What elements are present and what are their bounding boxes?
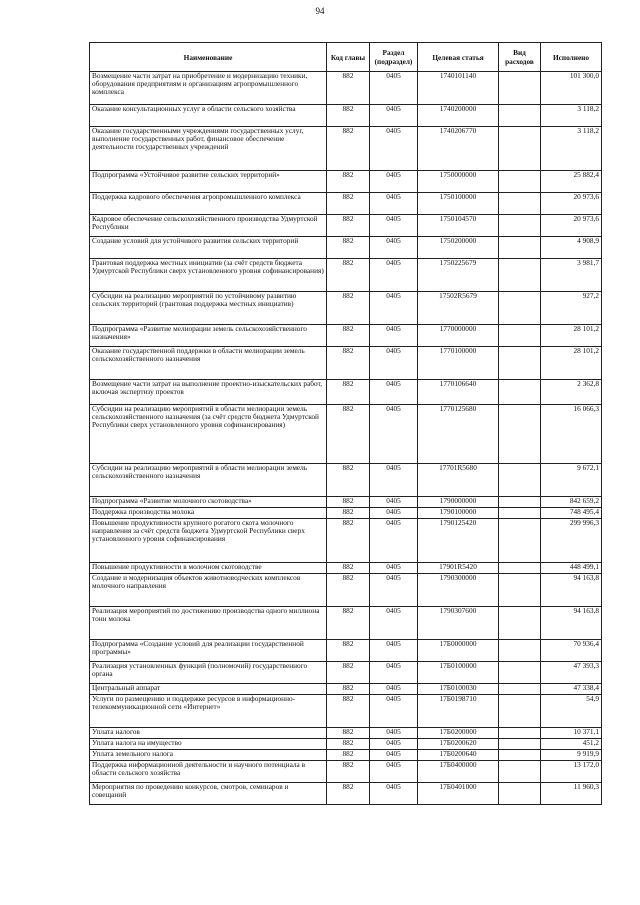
- cell-target: 17701R5680: [418, 464, 499, 497]
- cell-section: 0405: [370, 127, 418, 171]
- header-executed: Исполнено: [541, 43, 602, 72]
- cell-code: 882: [327, 739, 370, 750]
- cell-target: 1770125680: [418, 405, 499, 464]
- cell-target: 1750225679: [418, 259, 499, 292]
- cell-name: Грантовая поддержка местных инициатив (за счёт средств бюджета Удмуртской Республики сверх установленного уровня софинансирования): [90, 259, 327, 292]
- cell-executed: 10 371,1: [541, 728, 602, 739]
- cell-section: 0405: [370, 171, 418, 193]
- cell-code: 882: [327, 292, 370, 325]
- table-row: [90, 640, 602, 662]
- cell-target: 17Б0200000: [418, 728, 499, 739]
- cell-executed: 28 101,2: [541, 325, 602, 347]
- cell-code: 882: [327, 325, 370, 347]
- cell-code: 882: [327, 380, 370, 405]
- cell-kind: [499, 739, 541, 750]
- cell-kind: [499, 193, 541, 215]
- cell-target: 17Б0000000: [418, 640, 499, 662]
- cell-target: 17Б0100030: [418, 684, 499, 695]
- cell-target: 1750100000: [418, 193, 499, 215]
- cell-target: 1750104570: [418, 215, 499, 237]
- cell-kind: [499, 750, 541, 761]
- cell-target: 1790307600: [418, 607, 499, 640]
- cell-target: 1770106640: [418, 380, 499, 405]
- cell-target: 1790000000: [418, 497, 499, 508]
- cell-name: Кадровое обеспечение сельскохозяйственного производства Удмуртской Республики: [90, 215, 327, 237]
- table-row: [90, 237, 602, 259]
- cell-code: 882: [327, 640, 370, 662]
- cell-kind: [499, 380, 541, 405]
- cell-code: 882: [327, 761, 370, 783]
- cell-section: 0405: [370, 259, 418, 292]
- cell-kind: [499, 640, 541, 662]
- cell-section: 0405: [370, 508, 418, 519]
- cell-code: 882: [327, 607, 370, 640]
- cell-section: 0405: [370, 464, 418, 497]
- cell-target: 17502R5679: [418, 292, 499, 325]
- cell-section: 0405: [370, 72, 418, 105]
- table-row: [90, 783, 602, 805]
- cell-kind: [499, 105, 541, 127]
- cell-executed: 20 973,6: [541, 215, 602, 237]
- cell-kind: [499, 574, 541, 607]
- cell-target: 1790300000: [418, 574, 499, 607]
- cell-target: 17Б0200640: [418, 750, 499, 761]
- cell-executed: 13 172,0: [541, 761, 602, 783]
- cell-name: Подпрограмма «Устойчивое развитие сельских территорий»: [90, 171, 327, 193]
- cell-target: 17Б0401000: [418, 783, 499, 805]
- cell-kind: [499, 72, 541, 105]
- table-row: [90, 497, 602, 508]
- cell-name: Реализация мероприятий по достижению производства одного миллиона тонн молока: [90, 607, 327, 640]
- table-row: [90, 259, 602, 292]
- cell-section: 0405: [370, 739, 418, 750]
- cell-name: Создание условий для устойчивого развития сельских территорий: [90, 237, 327, 259]
- cell-kind: [499, 464, 541, 497]
- cell-executed: 748 495,4: [541, 508, 602, 519]
- cell-executed: 9 919,9: [541, 750, 602, 761]
- cell-name: Повышение продуктивности крупного рогатого скота молочного направления за счёт средств бюджета Удмуртской Республики сверх установленного уровня софинансирования: [90, 519, 327, 563]
- cell-name: Услуги по размещению и поддержке ресурсов в информационно-телекоммуникационной сети «Интернет»: [90, 695, 327, 728]
- cell-kind: [499, 684, 541, 695]
- header-kind: Вид расходов: [499, 43, 541, 72]
- cell-target: 17Б0100000: [418, 662, 499, 684]
- cell-target: 1770000000: [418, 325, 499, 347]
- cell-section: 0405: [370, 728, 418, 739]
- cell-code: 882: [327, 405, 370, 464]
- cell-executed: 3 118,2: [541, 127, 602, 171]
- cell-name: Подпрограмма «Создание условий для реализации государственной программы»: [90, 640, 327, 662]
- table-row: [90, 405, 602, 464]
- cell-name: Поддержка информационной деятельности и научного потенциала в области сельского хозяйства: [90, 761, 327, 783]
- cell-name: Уплата налогов: [90, 728, 327, 739]
- cell-code: 882: [327, 171, 370, 193]
- cell-section: 0405: [370, 193, 418, 215]
- table-row: [90, 347, 602, 380]
- cell-kind: [499, 325, 541, 347]
- cell-target: 1740206770: [418, 127, 499, 171]
- cell-section: 0405: [370, 607, 418, 640]
- cell-kind: [499, 783, 541, 805]
- cell-name: Мероприятия по проведению конкурсов, смотров, семинаров и совещаний: [90, 783, 327, 805]
- table-row: [90, 292, 602, 325]
- header-code: Код главы: [327, 43, 370, 72]
- cell-executed: 47 338,4: [541, 684, 602, 695]
- table-row: [90, 464, 602, 497]
- cell-kind: [499, 607, 541, 640]
- cell-code: 882: [327, 684, 370, 695]
- cell-section: 0405: [370, 695, 418, 728]
- cell-section: 0405: [370, 325, 418, 347]
- table-row: [90, 684, 602, 695]
- table-row: [90, 728, 602, 739]
- cell-executed: 9 672,1: [541, 464, 602, 497]
- table-row: [90, 127, 602, 171]
- cell-section: 0405: [370, 497, 418, 508]
- table-row: [90, 215, 602, 237]
- cell-executed: 101 300,0: [541, 72, 602, 105]
- cell-section: 0405: [370, 237, 418, 259]
- cell-kind: [499, 405, 541, 464]
- cell-code: 882: [327, 497, 370, 508]
- cell-executed: 25 882,4: [541, 171, 602, 193]
- cell-name: Субсидии на реализацию мероприятий в области мелиорации земель сельскохозяйственного назначения (за счёт средств бюджета Удмуртской Республики сверх установленного уровня софинансирования): [90, 405, 327, 464]
- cell-section: 0405: [370, 105, 418, 127]
- cell-name: Субсидии на реализацию мероприятий в области мелиорации земель сельскохозяйственного назначения: [90, 464, 327, 497]
- cell-kind: [499, 171, 541, 193]
- cell-section: 0405: [370, 380, 418, 405]
- cell-executed: 11 960,3: [541, 783, 602, 805]
- cell-code: 882: [327, 259, 370, 292]
- cell-target: 1750200000: [418, 237, 499, 259]
- table-header-row: [90, 43, 602, 72]
- cell-section: 0405: [370, 519, 418, 563]
- cell-target: 1740101140: [418, 72, 499, 105]
- cell-name: Подпрограмма «Развитие молочного скотоводства»: [90, 497, 327, 508]
- header-target: Целевая статья: [418, 43, 499, 72]
- cell-executed: 448 499,1: [541, 563, 602, 574]
- cell-executed: 20 973,6: [541, 193, 602, 215]
- cell-name: Центральный аппарат: [90, 684, 327, 695]
- cell-executed: 4 908,9: [541, 237, 602, 259]
- cell-code: 882: [327, 127, 370, 171]
- cell-executed: 54,9: [541, 695, 602, 728]
- cell-executed: 94 163,8: [541, 574, 602, 607]
- cell-executed: 3 118,2: [541, 105, 602, 127]
- cell-kind: [499, 728, 541, 739]
- table-row: [90, 380, 602, 405]
- cell-kind: [499, 347, 541, 380]
- cell-code: 882: [327, 574, 370, 607]
- cell-section: 0405: [370, 750, 418, 761]
- cell-section: 0405: [370, 215, 418, 237]
- cell-target: 1790125420: [418, 519, 499, 563]
- cell-executed: 70 936,4: [541, 640, 602, 662]
- cell-name: Оказание государственными учреждениями государственных услуг, выполнение государственных работ, финансовое обеспечение деятельности государственных учреждений: [90, 127, 327, 171]
- cell-name: Подпрограмма «Развитие мелиорации земель сельскохозяйственного назначения»: [90, 325, 327, 347]
- table-row: [90, 72, 602, 105]
- cell-section: 0405: [370, 563, 418, 574]
- cell-section: 0405: [370, 405, 418, 464]
- cell-kind: [499, 563, 541, 574]
- cell-target: 17Б0400000: [418, 761, 499, 783]
- header-section: Раздел (подраздел): [370, 43, 418, 72]
- cell-name: Поддержка производства молока: [90, 508, 327, 519]
- cell-code: 882: [327, 347, 370, 380]
- cell-name: Реализация установленных функций (полномочий) государственного органа: [90, 662, 327, 684]
- cell-code: 882: [327, 105, 370, 127]
- cell-kind: [499, 662, 541, 684]
- cell-target: 17Б0200620: [418, 739, 499, 750]
- page-number: 94: [315, 6, 325, 16]
- cell-code: 882: [327, 695, 370, 728]
- cell-code: 882: [327, 193, 370, 215]
- cell-executed: 299 996,3: [541, 519, 602, 563]
- cell-name: Повышение продуктивности в молочном скотоводстве: [90, 563, 327, 574]
- cell-name: Поддержка кадрового обеспечения агропромышленного комплекса: [90, 193, 327, 215]
- cell-code: 882: [327, 783, 370, 805]
- table-row: [90, 171, 602, 193]
- cell-target: 17901R5420: [418, 563, 499, 574]
- table-row: [90, 193, 602, 215]
- cell-name: Возмещение части затрат на приобретение и модернизацию техники, оборудования предприятиям и организациям агропромышленного комплекса: [90, 72, 327, 105]
- cell-name: Уплата налога на имущество: [90, 739, 327, 750]
- cell-kind: [499, 127, 541, 171]
- table-row: [90, 750, 602, 761]
- budget-table: [89, 42, 602, 805]
- table-row: [90, 607, 602, 640]
- cell-section: 0405: [370, 761, 418, 783]
- table-row: [90, 739, 602, 750]
- cell-name: Возмещение части затрат на выполнение проектно-изыскательских работ, включая экспертизу проектов: [90, 380, 327, 405]
- cell-kind: [499, 292, 541, 325]
- cell-code: 882: [327, 662, 370, 684]
- cell-target: 1750000000: [418, 171, 499, 193]
- cell-code: 882: [327, 72, 370, 105]
- cell-code: 882: [327, 237, 370, 259]
- cell-code: 882: [327, 508, 370, 519]
- table-row: [90, 519, 602, 563]
- cell-section: 0405: [370, 292, 418, 325]
- cell-section: 0405: [370, 662, 418, 684]
- cell-kind: [499, 237, 541, 259]
- cell-executed: 451,2: [541, 739, 602, 750]
- cell-executed: 842 659,2: [541, 497, 602, 508]
- cell-executed: 16 066,3: [541, 405, 602, 464]
- cell-name: Создание и модернизация объектов животноводческих комплексов молочного направления: [90, 574, 327, 607]
- cell-code: 882: [327, 519, 370, 563]
- cell-executed: 28 101,2: [541, 347, 602, 380]
- cell-section: 0405: [370, 783, 418, 805]
- table-row: [90, 105, 602, 127]
- table-row: [90, 563, 602, 574]
- table-row: [90, 761, 602, 783]
- cell-section: 0405: [370, 574, 418, 607]
- table-body: [90, 72, 602, 805]
- cell-code: 882: [327, 464, 370, 497]
- cell-kind: [499, 259, 541, 292]
- table-row: [90, 574, 602, 607]
- cell-executed: 3 981,7: [541, 259, 602, 292]
- cell-code: 882: [327, 563, 370, 574]
- table-row: [90, 695, 602, 728]
- cell-kind: [499, 761, 541, 783]
- header-name: Наименование: [90, 43, 327, 72]
- cell-executed: 47 393,3: [541, 662, 602, 684]
- table-row: [90, 662, 602, 684]
- cell-kind: [499, 508, 541, 519]
- cell-name: Субсидии на реализацию мероприятий по устойчивому развитию сельских территорий (грантовая поддержка местных инициатив): [90, 292, 327, 325]
- cell-code: 882: [327, 728, 370, 739]
- cell-name: Оказание консультационных услуг в области сельского хозяйства: [90, 105, 327, 127]
- cell-code: 882: [327, 750, 370, 761]
- cell-target: 1770100000: [418, 347, 499, 380]
- cell-executed: 927,2: [541, 292, 602, 325]
- cell-kind: [499, 519, 541, 563]
- cell-kind: [499, 695, 541, 728]
- cell-target: 1740200000: [418, 105, 499, 127]
- cell-section: 0405: [370, 684, 418, 695]
- cell-executed: 94 163,8: [541, 607, 602, 640]
- table-row: [90, 508, 602, 519]
- cell-code: 882: [327, 215, 370, 237]
- cell-kind: [499, 215, 541, 237]
- cell-section: 0405: [370, 347, 418, 380]
- cell-name: Оказание государственной поддержки в области мелиорации земель сельскохозяйственного назначения: [90, 347, 327, 380]
- cell-kind: [499, 497, 541, 508]
- cell-name: Уплата земельного налога: [90, 750, 327, 761]
- cell-target: 17Б0198710: [418, 695, 499, 728]
- cell-executed: 2 362,8: [541, 380, 602, 405]
- table-row: [90, 325, 602, 347]
- cell-section: 0405: [370, 640, 418, 662]
- cell-target: 1790100000: [418, 508, 499, 519]
